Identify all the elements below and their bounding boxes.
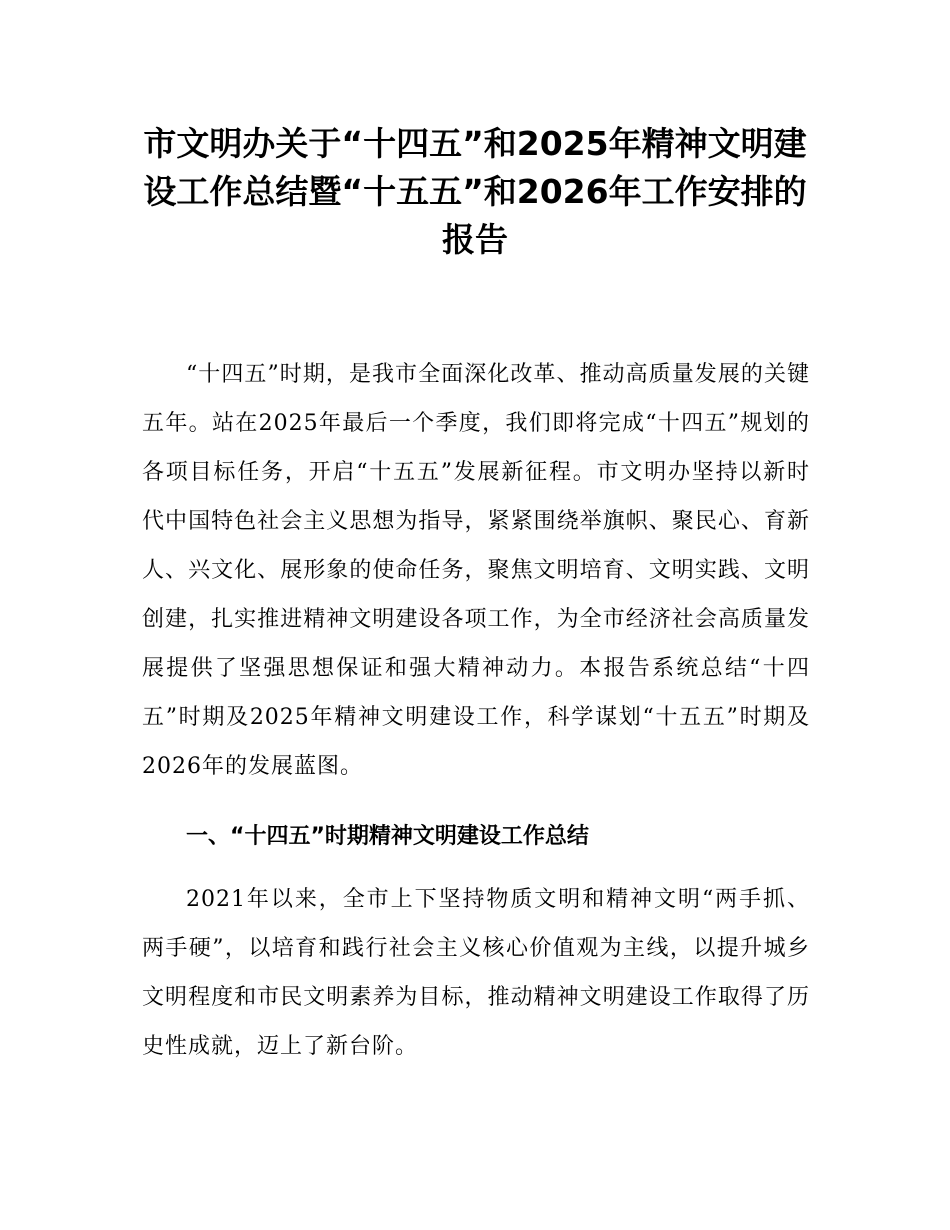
section-paragraph: 2021年以来，全市上下坚持物质文明和精神文明“两手抓、两手硬”，以培育和践行社会主义核心价值观为主线，以提升城乡文明程度和市民文明素养为目标，推动精神文明建设工作取得了历史性成就，迈上了新台阶。 xyxy=(142,887,810,1059)
document-title: 市文明办关于“十四五”和2025年精神文明建设工作总结暨“十五五”和2026年工作安排的报告 xyxy=(143,124,807,259)
intro-paragraph: “十四五”时期，是我市全面深化改革、推动高质量发展的关键五年。站在2025年最后一个季度，我们即将完成“十四五”规划的各项目标任务，开启“十五五”发展新征程。市文明办坚持以新时代中国特色社会主义思想为指导，紧紧围绕举旗帜、聚民心、育新人、兴文化、展形象的使命任务，聚焦文明培育、文明实践、文明创建，扎实推进精神文明建设各项工作，为全市经济社会高质量发展提供了坚强思想保证和强大精神动力。本报告系统总结“十四五”时期及2025年精神文明建设工作，科学谋划“十五五”时期及2026年的发展蓝图。 xyxy=(142,362,810,779)
section-heading: 一、“十四五”时期精神文明建设工作总结 xyxy=(186,824,589,849)
